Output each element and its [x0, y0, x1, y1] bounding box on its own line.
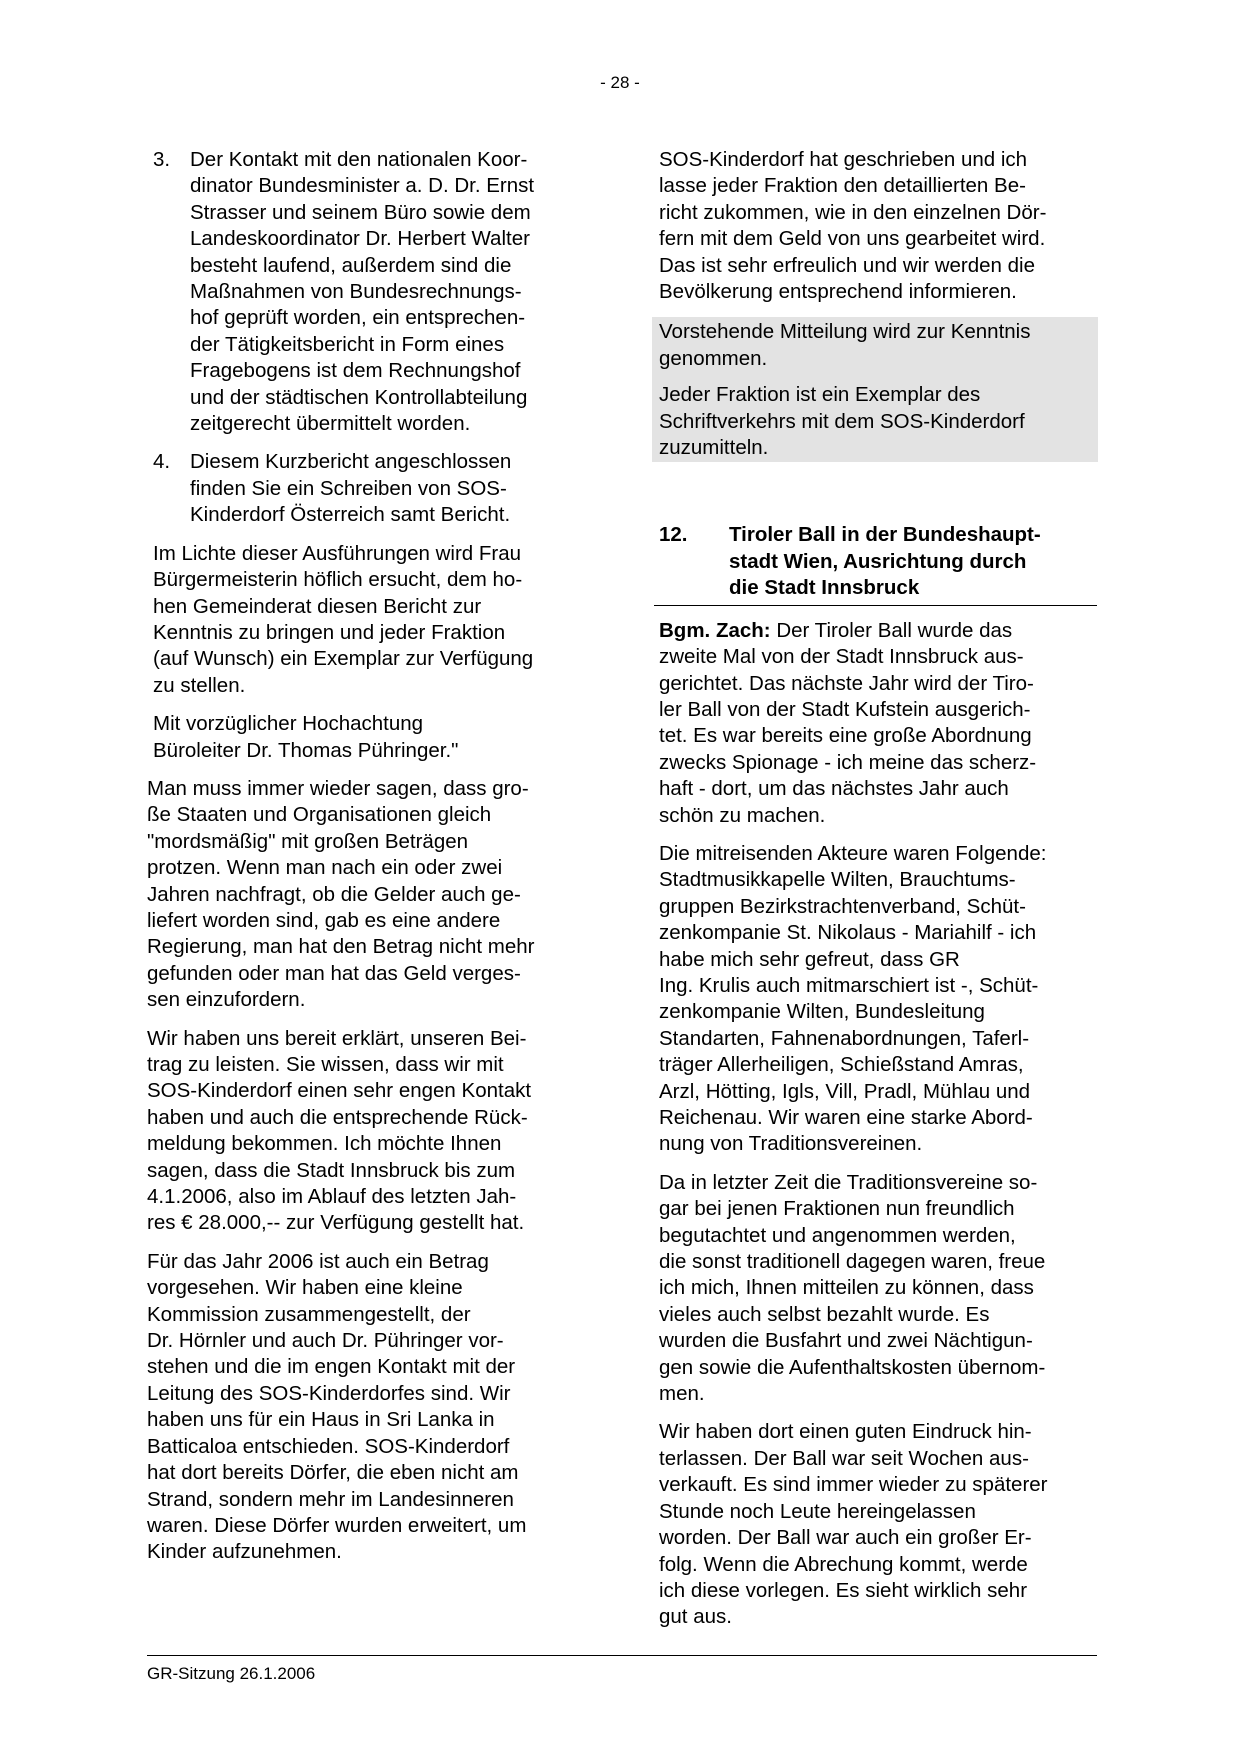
text-line: vieles auch selbst bezahlt wurde. Es [659, 1302, 990, 1326]
text-line: richt zukommen, wie in den einzelnen Dör- [659, 200, 1047, 224]
text-line: Das ist sehr erfreulich und wir werden die [659, 253, 1035, 277]
text-line: gruppen Bezirkstrachtenverband, Schüt- [659, 894, 1026, 918]
text-line: sagen, dass die Stadt Innsbruck bis zum [147, 1158, 516, 1182]
text-line: Stunde noch Leute hereingelassen [659, 1499, 976, 1523]
text-line: trag zu leisten. Sie wissen, dass wir mit [147, 1053, 504, 1076]
text-line: Batticaloa entschieden. SOS-Kinderdorf [147, 1434, 510, 1458]
list-number: 3. [153, 148, 171, 171]
text-line: worden. Der Ball war auch ein großer Er- [659, 1526, 1032, 1550]
page-number: - 28 - [600, 73, 640, 92]
body-paragraph [659, 1419, 1099, 1630]
text-line: Arzl, Hötting, Igls, Vill, Pradl, Mühlau und [659, 1079, 1031, 1103]
footer-text: GR-Sitzung 26.1.2006 [147, 1664, 316, 1683]
text-line: Diesem Kurzbericht angeschlossen [190, 450, 512, 474]
text-line: stehen und die im engen Kontakt mit der [147, 1355, 516, 1379]
text-line: träger Allerheiligen, Schießstand Amras, [659, 1053, 1024, 1077]
text-line: hof geprüft worden, ein entsprechen- [190, 306, 526, 330]
text-line: zweite Mal von der Stadt Innsbruck aus- [659, 645, 1024, 669]
text-line: waren. Diese Dörfer wurden erweitert, um [147, 1513, 527, 1537]
text-line: zwecks Spionage - ich meine das scherz- [659, 750, 1037, 774]
body-paragraph [659, 147, 1099, 305]
text-line: finden Sie ein Schreiben von SOS- [190, 476, 507, 500]
right-column [659, 147, 1099, 1643]
text-line: tet. Es war bereits eine große Abordnung [659, 724, 1032, 748]
text-line: Bevölkerung entsprechend informieren. [659, 280, 1017, 304]
resolution-text [659, 382, 1098, 461]
text-line: fern mit dem Geld von uns gearbeitet wird. [659, 227, 1046, 251]
text-line: zenkompanie Wilten, Bundesleitung [659, 1000, 985, 1024]
text-line: Jahren nachfragt, ob die Gelder auch ge- [147, 882, 521, 906]
text-line: hat dort bereits Dörfer, die eben nicht am [147, 1461, 519, 1485]
text-line: Kinder aufzunehmen. [147, 1540, 342, 1564]
text-line: Kenntnis zu bringen und jeder Fraktion [153, 620, 506, 644]
text-line: genommen. [659, 346, 768, 370]
text-line: Regierung, man hat den Betrag nicht mehr [147, 935, 535, 959]
text-line: gar bei jenen Fraktionen nun freundlich [659, 1197, 1015, 1221]
letter-signature [147, 711, 587, 764]
list-number: 4. [153, 450, 171, 474]
text-line: stadt Wien, Ausrichtung durch [729, 549, 1027, 573]
text-line: (auf Wunsch) ein Exemplar zur Verfügung [153, 647, 534, 671]
body-paragraph [659, 1170, 1099, 1408]
text-line: Jeder Fraktion ist ein Exemplar des [659, 383, 981, 407]
text-line: die sonst traditionell dagegen waren, freue [659, 1250, 1046, 1274]
list-item-3 [147, 147, 587, 437]
text-line: Vorstehende Mitteilung wird zur Kenntnis [659, 320, 1031, 344]
section-title [729, 522, 1097, 601]
text-line: men. [659, 1382, 705, 1406]
speaker-first-line [659, 618, 1099, 644]
speaker-first-text: Der Tiroler Ball wurde das [770, 618, 1013, 642]
text-line: ich mich, Ihnen mitteilen zu können, dass [659, 1276, 1034, 1300]
text-line: Bürgermeisterin höflich ersucht, dem ho- [153, 568, 523, 592]
text-line: Da in letzter Zeit die Traditionsvereine so- [659, 1170, 1038, 1194]
text-line: Tiroler Ball in der Bundeshaupt- [729, 523, 1041, 547]
list-item-text [190, 449, 587, 528]
left-column [147, 147, 587, 1578]
text-line: vorgesehen. Wir haben eine kleine [147, 1276, 463, 1300]
text-line: 4.1.2006, also im Ablauf des letzten Jah- [147, 1185, 517, 1209]
text-line: Strasser und seinem Büro sowie dem [190, 200, 531, 224]
body-paragraph [147, 1026, 587, 1237]
text-line: Dr. Hörnler und auch Dr. Pühringer vor- [147, 1329, 504, 1353]
body-paragraph [147, 1249, 587, 1566]
text-line: gerichtet. Das nächste Jahr wird der Tiro- [659, 671, 1034, 695]
text-line: "mordsmäßig" mit großen Beträgen [147, 829, 469, 853]
text-line: Standarten, Fahnenabordnungen, Taferl- [659, 1026, 1030, 1050]
text-line: Maßnahmen von Bundesrechnungs- [190, 280, 522, 304]
text-line: gen sowie die Aufenthaltskosten übernom- [659, 1355, 1046, 1379]
resolution-box [652, 317, 1098, 462]
text-line: terlassen. Der Ball war seit Wochen aus- [659, 1446, 1029, 1470]
text-line: die Stadt Innsbruck [729, 576, 920, 600]
list-item-text [190, 147, 587, 437]
text-line: ße Staaten und Organisationen gleich [147, 803, 492, 827]
text-line: habe mich sehr gefreut, dass GR [659, 947, 960, 971]
text-line: zeitgerecht übermittelt worden. [190, 412, 471, 436]
text-line: Für das Jahr 2006 ist auch ein Betrag [147, 1249, 489, 1273]
list-item-4 [147, 449, 587, 528]
section-heading [654, 522, 1097, 605]
text-line: der Tätigkeitsbericht in Form eines [190, 332, 505, 356]
text-line: meldung bekommen. Ich möchte Ihnen [147, 1132, 502, 1156]
spacer [659, 606, 1099, 618]
text-line: Stadtmusikkapelle Wilten, Brauchtums- [659, 868, 1016, 892]
text-line: Im Lichte dieser Ausführungen wird Frau [153, 541, 522, 565]
text-line: nung von Traditionsvereinen. [659, 1132, 923, 1156]
speaker-text [659, 644, 1099, 829]
text-line: Fragebogens ist dem Rechnungshof [190, 359, 521, 383]
text-line: hen Gemeinderat diesen Bericht zur [153, 594, 482, 618]
text-line: schön zu machen. [659, 803, 826, 827]
letter-request-paragraph [147, 541, 587, 699]
text-line: SOS-Kinderdorf hat geschrieben und ich [659, 148, 1028, 171]
text-line: und der städtischen Kontrollabteilung [190, 385, 528, 409]
text-line: ich diese vorlegen. Es sieht wirklich sehr [659, 1578, 1028, 1602]
text-line: Wir haben uns bereit erklärt, unseren Bei- [147, 1026, 527, 1050]
text-line: dinator Bundesminister a. D. Dr. Ernst [190, 174, 535, 198]
text-line: zu stellen. [153, 673, 246, 697]
text-line: Wir haben dort einen guten Eindruck hin- [659, 1420, 1032, 1444]
text-line: sen einzufordern. [147, 988, 306, 1012]
text-line: Die mitreisenden Akteure waren Folgende: [659, 841, 1047, 865]
text-line: Ing. Krulis auch mitmarschiert ist -, Schüt- [659, 973, 1039, 997]
text-line: Strand, sondern mehr im Landesinneren [147, 1487, 514, 1511]
text-line: haben und auch die entsprechende Rück- [147, 1105, 528, 1129]
text-line: gut aus. [659, 1605, 732, 1629]
body-paragraph [659, 841, 1099, 1158]
text-line: wurden die Busfahrt und zwei Nächtigun- [659, 1329, 1033, 1353]
text-line: protzen. Wenn man nach ein oder zwei [147, 856, 503, 880]
text-line: besteht laufend, außerdem sind die [190, 253, 512, 277]
section-number: 12. [659, 523, 688, 547]
text-line: Büroleiter Dr. Thomas Pühringer." [153, 738, 459, 762]
text-line: res € 28.000,-- zur Verfügung gestellt hat. [147, 1211, 525, 1235]
text-line: Kinderdorf Österreich samt Bericht. [190, 503, 511, 527]
body-paragraph [147, 776, 587, 1014]
text-line: folg. Wenn die Abrechung kommt, werde [659, 1552, 1028, 1576]
text-line: lasse jeder Fraktion den detaillierten Be- [659, 174, 1026, 198]
text-line: Leitung des SOS-Kinderdorfes sind. Wir [147, 1381, 511, 1405]
text-line: Schriftverkehrs mit dem SOS-Kinderdorf [659, 409, 1025, 433]
text-line: verkauft. Es sind immer wieder zu späterer [659, 1473, 1048, 1497]
text-line: zuzumitteln. [659, 436, 769, 460]
text-line: gefunden oder man hat das Geld verges- [147, 961, 521, 985]
spacer [659, 462, 1099, 522]
text-line: Reichenau. Wir waren eine starke Abord- [659, 1106, 1033, 1129]
text-line: Landeskoordinator Dr. Herbert Walter [190, 227, 530, 251]
text-line: Kommission zusammengestellt, der [147, 1302, 471, 1326]
text-line: liefert worden sind, gab es eine andere [147, 908, 501, 932]
text-line: ler Ball von der Stadt Kufstein ausgerich- [659, 697, 1031, 721]
text-line: Mit vorzüglicher Hochachtung [153, 712, 424, 736]
speaker-paragraph [659, 618, 1099, 829]
text-line: haben uns für ein Haus in Sri Lanka in [147, 1408, 495, 1432]
text-line: begutachtet und angenommen werden, [659, 1223, 1016, 1247]
text-line: Der Kontakt mit den nationalen Koor- [190, 148, 528, 171]
footer-divider [147, 1655, 1097, 1656]
speaker-name: Bgm. Zach: [659, 618, 771, 642]
text-line: zenkompanie St. Nikolaus - Mariahilf - ich [659, 921, 1037, 945]
text-line: Man muss immer wieder sagen, dass gro- [147, 776, 529, 800]
text-line: haft - dort, um das nächstes Jahr auch [659, 777, 1009, 801]
resolution-text [659, 319, 1098, 372]
text-line: SOS-Kinderdorf einen sehr engen Kontakt [147, 1079, 532, 1103]
